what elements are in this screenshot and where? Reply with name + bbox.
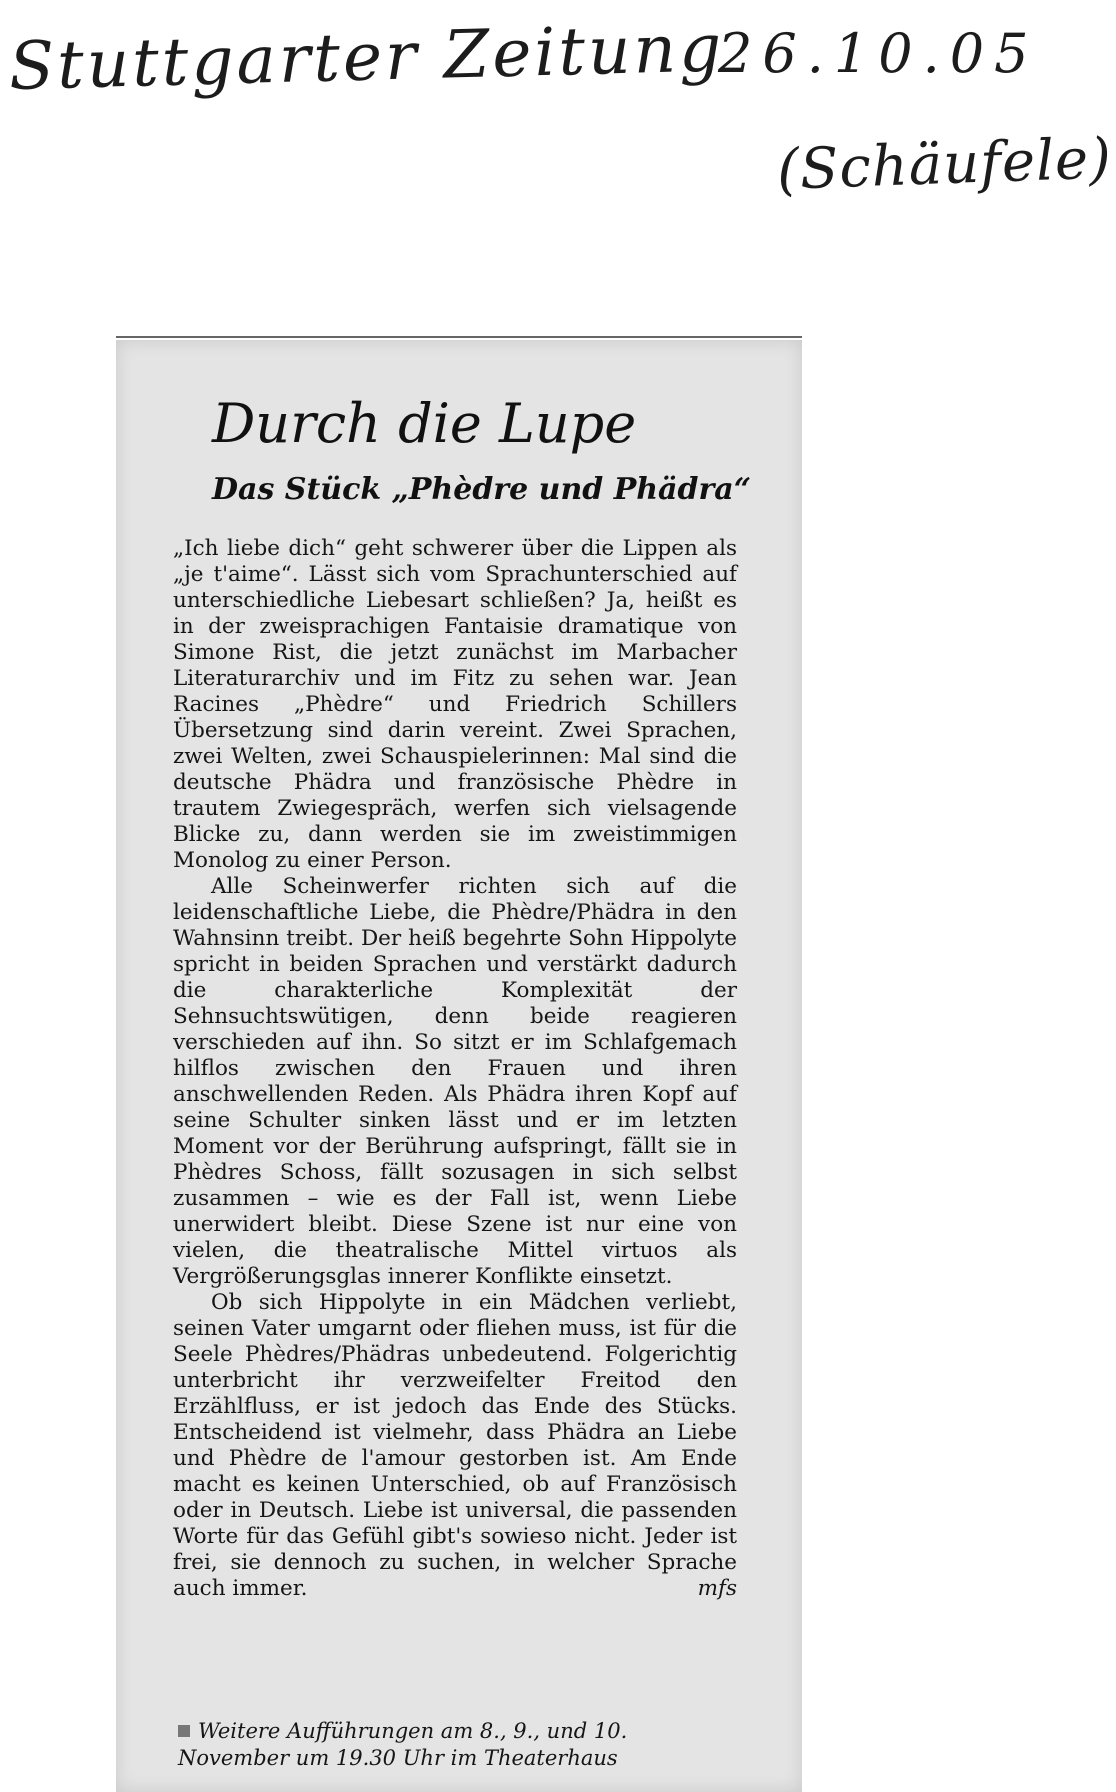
square-bullet-icon [178,1725,190,1737]
article-byline: mfs [697,1576,737,1601]
performance-note-text: Weitere Aufführungen am 8., 9., und 10. November um 19.30 Uhr im Theaterhaus [178,1719,628,1770]
handwritten-author-note: (Schäufele) [776,126,1113,203]
article-body [173,536,737,1602]
handwritten-source-note: Stuttgarter Zeitung [8,9,726,105]
article-paragraph-2: Alle Scheinwerfer richten sich auf die leidenschaftliche Liebe, die Phèdre/Phädra in den Wahnsinn treibt. Der heiß begehrte Sohn Hippolyte spricht in beiden Sprachen und verstärkt dadurch die charakterliche Komplexität der Sehnsuchtswütigen, denn beide reagieren verschieden auf ihn. So sitzt er im Schlafgemach hilflos zwischen den Frauen und ihren anschwellenden Reden. Als Phädra ihren Kopf auf seine Schulter sinken lässt und er im letzten Moment vor der Berührung aufspringt, fällt sie in Phèdres Schoss, fällt sozusagen in sich selbst zusammen – wie es der Fall ist, wenn Liebe unerwidert bleibt. Diese Szene ist nur eine von vielen, die theatralische Mittel virtuos als Vergrößerungsglas innerer Konflikte einsetzt. [173,874,737,1289]
newspaper-clipping [116,340,802,1792]
article-headline: Durch die Lupe [212,392,637,455]
performance-note [178,1718,738,1772]
article-paragraph-1: „Ich liebe dich“ geht schwerer über die Lippen als „je t'aime“. Lässt sich vom Sprachunterschied auf unterschiedliche Liebesart schließen? Ja, heißt es in der zweisprachigen Fantaisie dramatique von Simone Rist, die jetzt zunächst im Marbacher Literaturarchiv und im Fitz zu sehen war. Jean Racines „Phèdre“ und Friedrich Schillers Übersetzung sind darin vereint. Zwei Sprachen, zwei Welten, zwei Schauspielerinnen: Mal sind die deutsche Phädra und französische Phèdre in trautem Zwiegespräch, werfen sich vielsagende Blicke zu, dann werden sie im zweistimmigen Monolog zu einer Person. [173,536,737,873]
clipping-edge-line [116,336,802,338]
handwritten-date-note: 26.10.05 [718,22,1039,85]
article-subheadline: Das Stück „Phèdre und Phädra“ [212,472,751,507]
article-paragraph-3: Ob sich Hippolyte in ein Mädchen verliebt, seinen Vater umgarnt oder fliehen muss, ist für die Seele Phèdres/Phädras unbedeutend. Folgerichtig unterbricht ihr verzweifelter Freitod den Erzählfluss, er ist jedoch das Ende des Stücks. Entscheidend ist vielmehr, dass Phädra an Liebe und Phèdre de l'amour gestorben ist. Am Ende macht es keinen Unterschied, ob auf Französisch oder in Deutsch. Liebe ist universal, die passenden Worte für das Gefühl gibt's sowieso nicht. Jeder ist frei, sie dennoch zu suchen, in welcher Sprache auch immer. [173,1290,737,1601]
